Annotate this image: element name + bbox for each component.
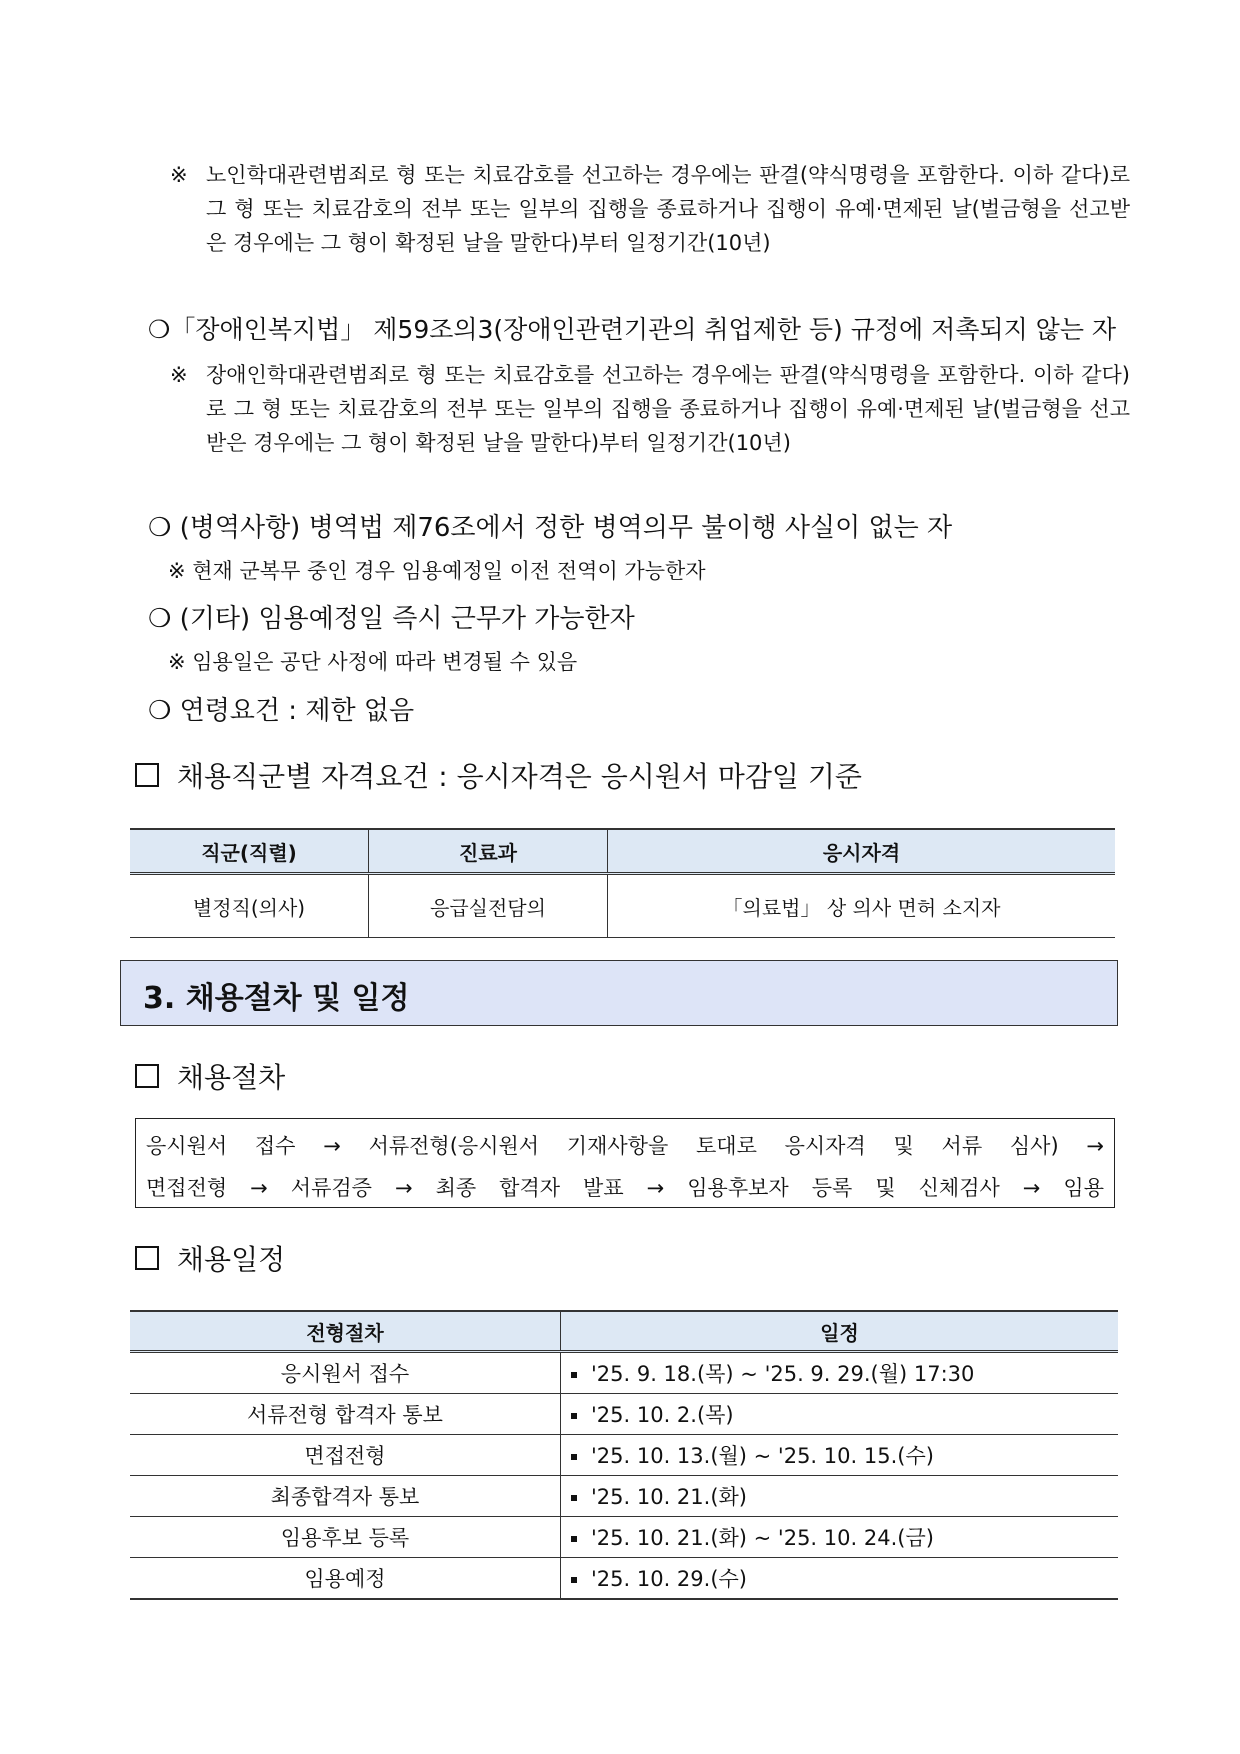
date-cell — [561, 1394, 1119, 1435]
table-row — [130, 874, 1115, 938]
procedure-line: 면접전형 → 서류검증 → 최종 합격자 발표 → 임용후보자 등록 및 신체검사 → 임용 — [146, 1176, 1104, 1200]
table-cell: 별정직(의사) — [130, 874, 369, 938]
bullet-icon — [571, 1577, 577, 1583]
column-header: 일정 — [561, 1311, 1119, 1352]
qualification-heading — [135, 757, 862, 797]
column-header: 진료과 — [369, 829, 608, 874]
table-row — [130, 1435, 1118, 1476]
date-text: '25. 10. 21.(화) ~ '25. 10. 24.(금) — [591, 1526, 934, 1550]
schedule-table — [130, 1310, 1118, 1600]
bullet-icon — [571, 1454, 577, 1460]
column-header: 전형절차 — [130, 1311, 561, 1352]
date-text: '25. 9. 18.(목) ~ '25. 9. 29.(월) 17:30 — [591, 1362, 975, 1386]
checkbox-square-icon — [135, 763, 159, 787]
note-mark: ※ — [170, 363, 188, 387]
date-cell — [561, 1517, 1119, 1558]
age-item: ❍ 연령요건 : 제한 없음 — [148, 696, 415, 726]
column-header: 직군(직렬) — [130, 829, 369, 874]
elder-abuse-note — [170, 158, 1130, 260]
table-cell: 응급실전담의 — [369, 874, 608, 938]
bullet-icon — [571, 1413, 577, 1419]
etc-note: ※ 임용일은 공단 사정에 따라 변경될 수 있음 — [168, 650, 578, 674]
table-row — [130, 1352, 1118, 1394]
bullet-icon — [571, 1372, 577, 1378]
bullet-icon — [571, 1495, 577, 1501]
date-text: '25. 10. 21.(화) — [591, 1485, 747, 1509]
section-heading-bar — [120, 960, 1118, 1026]
table-header-row — [130, 829, 1115, 874]
military-note: ※ 현재 군복무 중인 경우 임용예정일 이전 전역이 가능한자 — [168, 559, 706, 583]
date-cell — [561, 1558, 1119, 1600]
date-text: '25. 10. 2.(목) — [591, 1403, 734, 1427]
disability-law-item: ❍「장애인복지법」 제59조의3(장애인관련기관의 취업제한 등) 규정에 저촉되지 않는 자 — [148, 315, 1117, 344]
step-cell: 응시원서 접수 — [130, 1352, 561, 1394]
step-cell: 면접전형 — [130, 1435, 561, 1476]
schedule-heading — [135, 1240, 285, 1280]
table-header-row — [130, 1311, 1118, 1352]
checkbox-square-icon — [135, 1246, 159, 1270]
date-cell — [561, 1435, 1119, 1476]
military-item: ❍ (병역사항) 병역법 제76조에서 정한 병역의무 불이행 사실이 없는 자 — [148, 513, 953, 543]
step-cell: 임용예정 — [130, 1558, 561, 1600]
procedure-heading — [135, 1058, 285, 1098]
column-header: 응시자격 — [608, 829, 1116, 874]
table-row — [130, 1517, 1118, 1558]
note-mark: ※ — [170, 163, 188, 187]
table-cell: 「의료법」 상 의사 면허 소지자 — [608, 874, 1116, 938]
disability-abuse-note — [170, 358, 1130, 460]
date-text: '25. 10. 13.(월) ~ '25. 10. 15.(수) — [591, 1444, 934, 1468]
step-cell: 서류전형 합격자 통보 — [130, 1394, 561, 1435]
bullet-icon — [571, 1536, 577, 1542]
schedule-title: 채용일정 — [177, 1243, 286, 1276]
table-row — [130, 1394, 1118, 1435]
elder-abuse-note-text: 노인학대관련범죄로 형 또는 치료감호를 선고하는 경우에는 판결(약식명령을 포함한다. 이하 같다)로 그 형 또는 치료감호의 전부 또는 일부의 집행을 종료하거나 집행이 유예·면제된 날(벌금형을 선고받은 경우에는 그 형이 확정된 날을 말한다)부터 일정기간(10년) — [206, 163, 1130, 255]
table-row — [130, 1476, 1118, 1517]
step-cell: 최종합격자 통보 — [130, 1476, 561, 1517]
step-cell: 임용후보 등록 — [130, 1517, 561, 1558]
procedure-title: 채용절차 — [177, 1061, 286, 1094]
date-cell — [561, 1476, 1119, 1517]
date-text: '25. 10. 29.(수) — [591, 1567, 747, 1591]
etc-item: ❍ (기타) 임용예정일 즉시 근무가 가능한자 — [148, 604, 635, 634]
qualification-table — [130, 828, 1115, 938]
date-cell — [561, 1352, 1119, 1394]
disability-abuse-note-text: 장애인학대관련범죄로 형 또는 치료감호를 선고하는 경우에는 판결(약식명령을 포함한다. 이하 같다)로 그 형 또는 치료감호의 전부 또는 일부의 집행을 종료하거나 집행이 유예·면제된 날(벌금형을 선고받은 경우에는 그 형이 확정된 날을 말한다)부터 일정기간(10년) — [206, 363, 1130, 455]
checkbox-square-icon — [135, 1064, 159, 1088]
procedure-line: 응시원서 접수 → 서류전형(응시원서 기재사항을 토대로 응시자격 및 서류 심사) → — [146, 1134, 1104, 1158]
procedure-box — [135, 1118, 1115, 1208]
table-row — [130, 1558, 1118, 1600]
section-title: 3. 채용절차 및 일정 — [143, 981, 410, 1016]
qualification-title: 채용직군별 자격요건 : 응시자격은 응시원서 마감일 기준 — [177, 760, 862, 793]
